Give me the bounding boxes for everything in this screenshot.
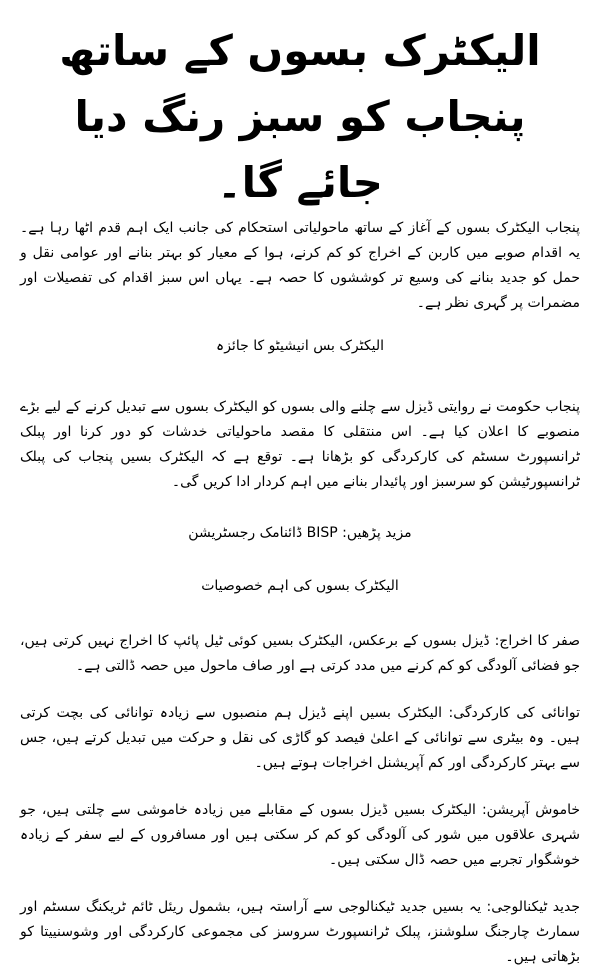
related-prefix: مزید پڑھیں: (342, 525, 412, 541)
feature-text: یہ بسیں جدید ٹیکنالوجی سے آراستہ ہیں، بشمول ریئل ٹائم ٹریکنگ سسٹم اور سمارٹ چارجنگ سلوشنز، پبلک ٹرانسپورٹ سروسز کی مجموعی کارکردگی اور وشوسنییتا کو بڑھاتی ہیں۔ (20, 899, 580, 965)
related-article-link[interactable]: BISP ڈائنامک رجسٹریشن (188, 525, 338, 541)
intro-paragraph: پنجاب الیکٹرک بسوں کے آغاز کے ساتھ ماحولیاتی استحکام کی جانب ایک اہم قدم اٹھا رہا ہے۔ یہ اقدام صوبے میں کاربن کے اخراج کو کم کرنے، ہوا کے معیار کو بہتر بنانے اور عوامی نقل و حمل کو جدید بنانے کی وسیع تر کوششوں کا حصہ ہے۔ یہاں اس سبز اقدام کی تفصیلات اور مضمرات پر گہری نظر ہے۔ (20, 220, 580, 311)
article (0, 18, 600, 970)
overview-paragraph: پنجاب حکومت نے روایتی ڈیزل سے چلنے والی بسوں کو الیکٹرک بسوں سے تبدیل کرنے کے لیے بڑے منصوبے کا اعلان کیا ہے۔ اس منتقلی کا مقصد ماحولیاتی خدشات کو دور کرنا اور پبلک ٹرانسپورٹ سسٹم کی کارکردگی کو بڑھانا ہے۔ توقع ہے کہ الیکٹرک بسیں پنجاب کی پبلک ٹرانسپورٹیشن کو سرسبز اور پائیدار بنانے میں اہم کردار ادا کریں گی۔ (20, 399, 580, 490)
feature-lead: خاموش آپریشن: (481, 802, 580, 818)
feature-quiet-operation (20, 798, 580, 873)
feature-lead: توانائی کی کارکردگی: (448, 705, 580, 721)
related-link-line (20, 521, 580, 546)
feature-lead: جدید ٹیکنالوجی: (486, 899, 580, 915)
feature-text: الیکٹرک بسیں اپنے ڈیزل ہم منصبوں سے زیادہ توانائی کی بچت کرتی ہیں۔ وہ بیٹری سے توانائی کے اعلیٰ فیصد کو گاڑی کی نقل و حرکت میں تبدیل کرتے ہیں، جس سے بہتر کارکردگی اور کم آپریشنل اخراجات ہوتے ہیں۔ (20, 705, 580, 771)
article-title: الیکٹرک بسوں کے ساتھ پنجاب کو سبز رنگ دیا جائے گا۔ (59, 26, 541, 207)
feature-modern-technology (20, 895, 580, 970)
feature-lead: صفر کا اخراج: (494, 633, 580, 649)
feature-energy-efficiency (20, 701, 580, 776)
section-heading-overview: الیکٹرک بس انیشیٹو کا جائزہ (216, 338, 384, 354)
feature-text: الیکٹرک بسیں ڈیزل بسوں کے مقابلے میں زیادہ خاموشی سے چلتی ہیں، جو شہری علاقوں میں شور کی آلودگی کو کم کر سکتی ہیں اور مسافروں کے لیے سفر کے زیادہ خوشگوار تجربے میں حصہ ڈال سکتی ہیں۔ (20, 802, 580, 868)
feature-zero-emissions (20, 629, 580, 679)
feature-text: ڈیزل بسوں کے برعکس، الیکٹرک بسیں کوئی ٹیل پائپ کا اخراج نہیں کرتی ہیں، جو فضائی آلودگی کو کم کرنے میں مدد کرتی ہے اور صاف ماحول میں حصہ ڈالتی ہے۔ (20, 633, 580, 674)
section-heading-features: الیکٹرک بسوں کی اہم خصوصیات (201, 578, 399, 594)
